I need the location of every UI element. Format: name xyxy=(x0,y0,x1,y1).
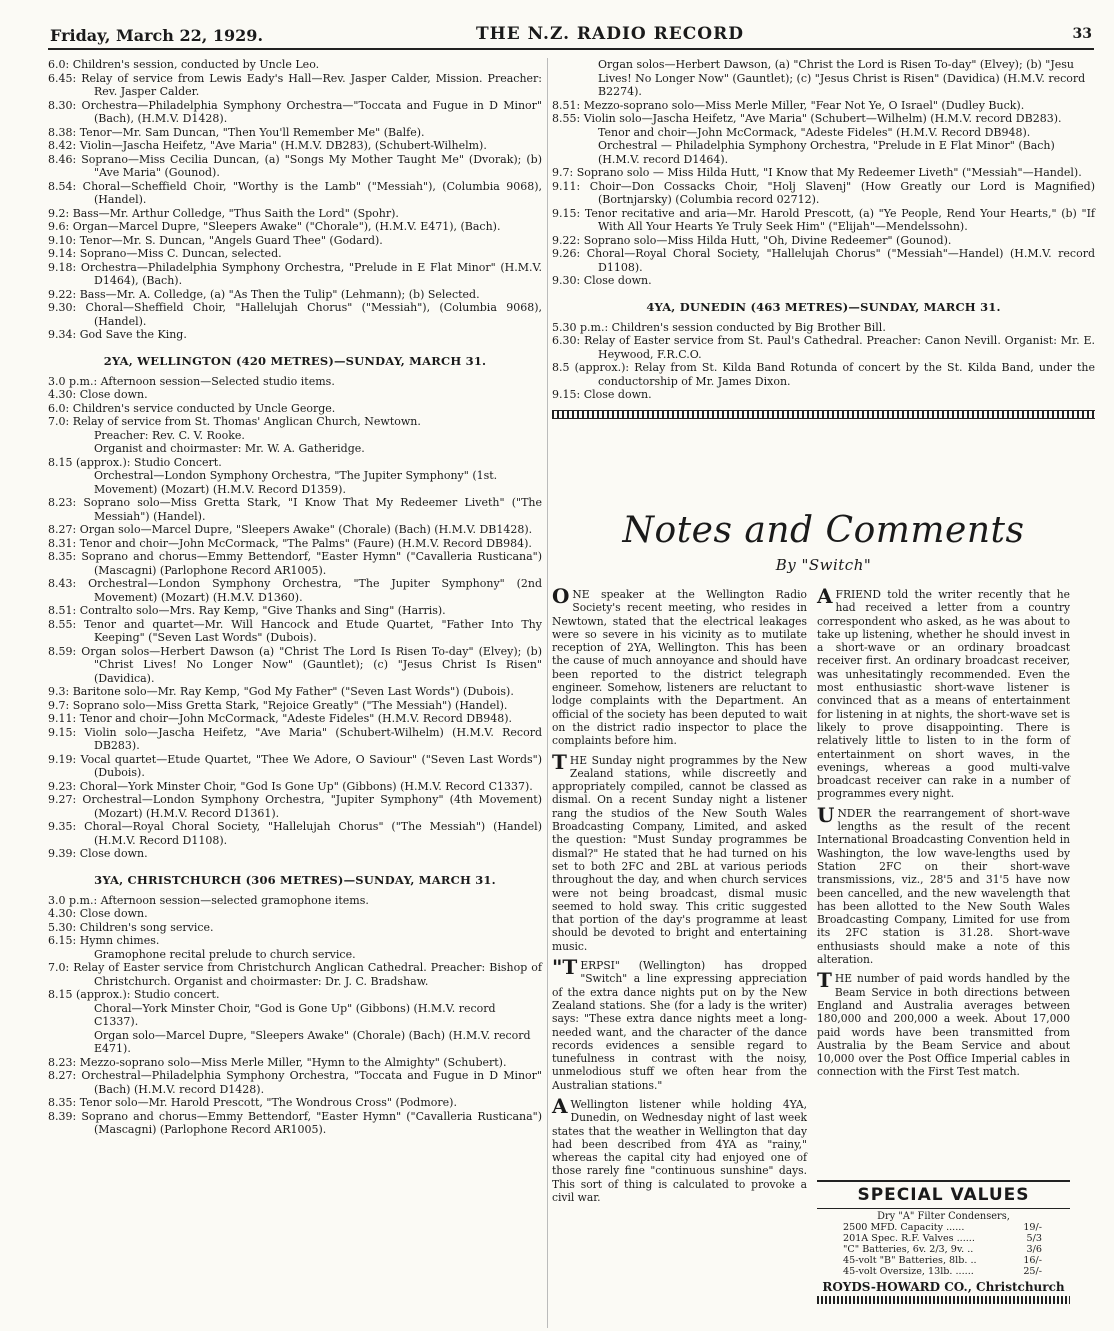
programme-text: Violin solo—Jascha Heifetz, "Ave Maria" (Schubert-Wilhelm) (H.M.V. Record DB283). xyxy=(84,725,543,752)
notes-column-1 xyxy=(552,584,807,1210)
ad-price-list xyxy=(817,1222,1070,1277)
drop-cap: "T xyxy=(552,955,578,980)
notes-paragraph xyxy=(817,584,1070,801)
programme-item xyxy=(48,153,542,180)
programme-item xyxy=(552,334,1095,361)
ad-price-row xyxy=(817,1255,1070,1266)
ad-item-price: 16/- xyxy=(1023,1255,1042,1266)
notes-paragraph xyxy=(817,968,1070,1079)
programme-time: 8.15 xyxy=(48,988,73,1001)
programme-item xyxy=(48,469,542,496)
programme-item xyxy=(48,604,542,618)
programme-item xyxy=(48,894,542,908)
programme-text: Choral—Sheffield Choir, "Hallelujah Chorus" ("Messiah"), (Columbia 9068), (Handel). xyxy=(85,301,542,328)
notes-paragraph xyxy=(817,802,1070,967)
programme-text: Relay of service from Lewis Eady's Hall—Rev. Jasper Calder, Mission. Preacher: Rev. Jasper Calder. xyxy=(81,71,543,98)
programme-text: Soprano and chorus—Emmy Bettendorf, "Easter Hymn" ("Cavalleria Rusticana") (Mascagni) (Parlophone Record AR1005). xyxy=(81,1109,542,1136)
programme-text: Close down. xyxy=(79,907,148,920)
programme-text: Choral—York Minster Choir, "God is Gone Up" (Gibbons) (H.M.V. record C1337). xyxy=(94,1001,496,1028)
programme-item xyxy=(552,58,1095,99)
programme-time: 9.19: xyxy=(48,752,77,766)
programme-text: Afternoon session—Selected studio items. xyxy=(100,374,335,388)
ad-item-name: 201A Spec. R.F. Valves ...... xyxy=(843,1233,975,1244)
programme-text: Orchestra—Philadelphia Symphony Orchestra, "Prelude in E Flat Minor" (H.M.V. D1464), (Bach). xyxy=(80,260,543,287)
programme-time: 3.0 p.m.: xyxy=(48,374,98,388)
programme-item xyxy=(48,328,542,342)
1ya-programme-continued xyxy=(48,58,542,342)
programme-item xyxy=(48,456,542,470)
programme-item xyxy=(48,207,542,221)
programme-time: 9.10: xyxy=(48,233,77,247)
programme-item xyxy=(48,820,542,847)
programme-item xyxy=(48,429,542,443)
notes-paragraph xyxy=(552,1093,807,1205)
ad-item-name: 45-volt Oversize, 13lb. ...... xyxy=(843,1266,974,1277)
programme-time: 8.31: xyxy=(48,536,77,550)
section-heading-2ya: 2YA, WELLINGTON (420 METRES)—SUNDAY, MARCH 31. xyxy=(103,353,487,368)
programme-item xyxy=(48,139,542,153)
programme-text: Children's session conducted by Big Brother Bill. xyxy=(611,320,886,334)
programme-time: 7.0: xyxy=(48,961,70,974)
programme-item xyxy=(552,274,1095,288)
programme-text: Mezzo-soprano solo—Miss Merle Miller, "Fear Not Ye, O Israel" (Dudley Buck). xyxy=(583,98,1025,112)
programme-time: 8.23: xyxy=(48,1055,77,1069)
programme-text: Tenor recitative and aria—Mr. Harold Prescott, (a) "Ye People, Rend Your Hearts," (b) "If With All Your Hearts Ye Truly Seek Him" ("Elijah"—Mendelssohn). xyxy=(584,206,1095,233)
programme-time: 9.34: xyxy=(48,328,77,341)
programme-text: Orchestral — Philadelphia Symphony Orchestra, "Prelude in E Flat Minor" (Bach) (H.M.V. record D1464). xyxy=(598,139,1055,166)
programme-item xyxy=(552,166,1095,180)
notes-byline: By "Switch" xyxy=(775,556,872,574)
programme-time: 8.43: xyxy=(48,577,77,590)
programme-text: Organ solos—Herbert Dawson (a) "Christ The Lord Is Risen To-day" (Elvey); (b) "Christ Lives! No Longer Now" (Gauntlet); (c) "Jesus Christ Is Risen" (Davidica). xyxy=(81,644,543,685)
programme-item xyxy=(48,618,542,645)
programme-time: 8.35: xyxy=(48,1096,77,1109)
programme-time: 4.30: xyxy=(48,388,77,401)
programme-time: 5.30 p.m.: xyxy=(552,320,609,334)
programme-text: Organ solo—Marcel Dupre, "Sleepers Awake" (Chorale) (Bach) (H.M.V. record E471). xyxy=(94,1028,531,1055)
programme-item xyxy=(48,726,542,753)
programme-text: Soprano and chorus—Emmy Bettendorf, "Easter Hymn" ("Cavalleria Rusticana") (Mascagni) (Parlophone Record AR1005). xyxy=(81,550,542,577)
programme-time: 9.2: xyxy=(48,206,70,220)
programme-item xyxy=(48,402,542,416)
programme-item xyxy=(48,645,542,686)
programme-text: Hymn chimes. xyxy=(79,934,160,947)
programme-text: Orchestral—Philadelphia Symphony Orchestra, "Toccata and Fugue in D Minor" (Bach) (H.M.V. record D1428). xyxy=(81,1069,542,1096)
programme-time: 9.30: xyxy=(48,301,77,314)
ad-bottom-rule xyxy=(817,1296,1070,1304)
programme-item xyxy=(48,99,542,126)
programme-item xyxy=(552,388,1095,402)
programme-time: 9.18: xyxy=(48,260,77,274)
programme-text: Relay of service from St. Thomas' Anglican Church, Newtown. xyxy=(72,415,421,428)
programme-item xyxy=(48,1056,542,1070)
programme-time: 4.30: xyxy=(48,907,77,920)
programme-text: Choral—Royal Choral Society, "Hallelujah Chorus" ("Messiah"—Handel) (H.M.V. record D1108). xyxy=(586,247,1095,274)
drop-cap: A xyxy=(552,1093,568,1118)
programme-text: Soprano solo—Miss Gretta Stark, "Rejoice Greatly" ("The Messiah") (Handel). xyxy=(72,698,508,712)
programme-time: 6.0: xyxy=(48,401,70,415)
programme-text: Organ solos—Herbert Dawson, (a) "Christ the Lord is Risen To-day" (Elvey); (b) "Jesu Lives! No Longer Now" (Gauntlet); (c) "Jesus Christ is Risen" (Davidica) (H.M.V. record B2274). xyxy=(598,58,1086,98)
programme-text: Choir—Don Cossacks Choir, "Holj Slavenj" (How Greatly our Lord is Magnified) (Bortnjarsky) (Columbia record 02712). xyxy=(589,179,1095,206)
paragraph-text: FRIEND told the writer recently that he had received a letter from a country correspondent who asked, as he was about to take up listening, whether he should invest in a short-wave or an ordinary broadcast receiver first. An ordinary broadcast receiver, was unhesitatingly recommended. Even the most enthusiastic short-wave listener is convinced that as a means of entertainment for listening in at nights, the short-wave set is likely to prove disappointing. There is relatively little to listen to in the form of entertainment on short waves, in the evenings, whereas a good multi-valve broadcast receiver can rake in a number of programmes every night. xyxy=(817,588,1070,801)
programme-time: 9.11: xyxy=(48,712,77,725)
programme-text: Afternoon session—selected gramophone items. xyxy=(100,893,369,907)
programme-item xyxy=(48,1002,542,1029)
programme-time: 6.15: xyxy=(48,934,77,947)
programme-text: Children's session, conducted by Uncle Leo. xyxy=(72,58,320,71)
programme-text: Tenor solo—Mr. Harold Prescott, "The Wondrous Cross" (Podmore). xyxy=(79,1096,457,1109)
notes-paragraph xyxy=(552,955,807,1092)
programme-text: Tenor—Mr. S. Duncan, "Angels Guard Thee" (Godard). xyxy=(79,233,383,247)
ad-item-name: 45-volt "B" Batteries, 8lb. .. xyxy=(843,1255,977,1266)
programme-text: Orchestral—London Symphony Orchestra, "The Jupiter Symphony" (2nd Movement) (Mozart) (H.M.V. D1360). xyxy=(88,577,543,604)
programme-text: Bass—Mr. Arthur Colledge, "Thus Saith the Lord" (Spohr). xyxy=(72,206,399,220)
programme-item xyxy=(48,58,542,72)
programme-text: (approx.): Studio concert. xyxy=(76,988,220,1001)
programme-item xyxy=(48,180,542,207)
ad-company: ROYDS-HOWARD CO., Christchurch xyxy=(822,1280,1065,1294)
page-number: 33 xyxy=(1072,26,1092,42)
drop-cap: T xyxy=(817,968,832,993)
programme-item xyxy=(48,948,542,962)
programme-time: 9.39: xyxy=(48,847,77,860)
programme-text: (approx.): Relay from St. Kilda Band Rotunda of concert by the St. Kilda Band, under the conductorship of Mr. James Dixon. xyxy=(574,361,1095,388)
programme-text: Tenor and choir—John McCormack, "The Palms" (Faure) (H.M.V. Record DB984). xyxy=(79,536,532,550)
programme-text: (approx.): Studio Concert. xyxy=(76,455,222,469)
programme-item xyxy=(48,847,542,861)
programme-time: 9.30: xyxy=(552,274,581,287)
paragraph-text: NDER the rearrangement of short-wave lengths as the result of the recent International Broadcasting Convention held in Washington, the low wave-lengths used by Station 2FC on their short-wave transmissions, viz., 28'5 and 31'5 have now been cancelled, and the new wavelength that has been allotted to the New South Wales Broadcasting Company, Limited for use from its 2FC station is 31.28. Short-wave enthusiasts should make a note of this alteration. xyxy=(817,806,1070,967)
programme-item xyxy=(48,234,542,248)
3ya-programme-continued xyxy=(552,58,1095,288)
programme-time: 6.30: xyxy=(552,334,581,347)
ad-price-row xyxy=(817,1266,1070,1277)
programme-item xyxy=(48,523,542,537)
programme-time: 9.3: xyxy=(48,685,70,698)
programme-text: Orchestral—London Symphony Orchestra, "The Jupiter Symphony" (1st. Movement) (Mozart) (H.M.V. Record D1359). xyxy=(94,469,498,496)
2ya-programme xyxy=(48,375,542,861)
programme-text: Children's service conducted by Uncle George. xyxy=(72,401,336,415)
programme-text: Relay of Easter service from Christchurch Anglican Cathedral. Preacher: Bishop of Christchurch. Organist and choirmaster: Dr. J. C. Bradshaw. xyxy=(73,961,542,988)
special-values-ad xyxy=(817,1180,1070,1304)
programme-time: 8.55: xyxy=(48,617,77,631)
programme-item xyxy=(48,577,542,604)
programme-text: Soprano solo—Miss Gretta Stark, "I Know That My Redeemer Liveth" ("The Messiah") (Handel). xyxy=(83,496,543,523)
programme-time: 5.30: xyxy=(48,920,77,934)
programme-text: Violin—Jascha Heifetz, "Ave Maria" (H.M.V. DB283), (Schubert-Wilhelm). xyxy=(79,139,487,152)
ad-item-price: 5/3 xyxy=(1026,1233,1042,1244)
programme-time: 8.38: xyxy=(48,125,77,139)
programme-item xyxy=(48,220,542,234)
programme-text: Soprano solo—Miss Hilda Hutt, "Oh, Divine Redeemer" (Gounod). xyxy=(583,233,952,247)
notes-title: Notes and Comments xyxy=(622,510,1025,551)
programme-item xyxy=(48,921,542,935)
programme-item xyxy=(48,72,542,99)
programme-time: 8.27: xyxy=(48,1069,77,1082)
4ya-programme xyxy=(552,321,1095,402)
programme-item xyxy=(48,415,542,429)
ad-price-row xyxy=(817,1244,1070,1255)
page-header xyxy=(48,22,1094,50)
programme-time: 8.46: xyxy=(48,152,77,166)
programme-item xyxy=(48,388,542,402)
programme-item xyxy=(552,99,1095,113)
programme-item xyxy=(48,934,542,948)
programme-text: Tenor—Mr. Sam Duncan, "Then You'll Remember Me" (Balfe). xyxy=(79,125,425,139)
programme-item xyxy=(48,1096,542,1110)
programme-item xyxy=(48,261,542,288)
programme-time: 8.42: xyxy=(48,139,77,152)
programme-item xyxy=(48,961,542,988)
programme-time: 9.26: xyxy=(552,247,581,260)
paragraph-text: HE number of paid words handled by the Beam Service in both directions between England and Australia averages between 180,000 and 200,000 a week. About 17,000 paid words have been transmitted from Australia by the Beam Service and about 10,000 over the Post Office Imperial cables in connection with the First Test match. xyxy=(817,972,1070,1079)
programme-time: 6.45: xyxy=(48,71,77,85)
programme-text: Tenor and choir—John McCormack, "Adeste Fideles" (H.M.V. Record DB948). xyxy=(79,712,512,725)
programme-text: Close down. xyxy=(79,388,148,401)
programme-text: Soprano solo — Miss Hilda Hutt, "I Know that My Redeemer Liveth" ("Messiah"—Handel). xyxy=(576,166,1082,179)
section-heading-3ya: 3YA, CHRISTCHURCH (306 METRES)—SUNDAY, MARCH 31. xyxy=(94,872,496,887)
ad-item-price: 3/6 xyxy=(1026,1244,1042,1255)
programme-time: 9.22: xyxy=(48,287,77,301)
ad-price-row xyxy=(817,1233,1070,1244)
ad-subtitle: Dry "A" Filter Condensers, xyxy=(877,1211,1010,1222)
programme-item xyxy=(552,247,1095,274)
programme-time: 9.11: xyxy=(552,179,581,193)
ad-item-price: 19/- xyxy=(1023,1222,1042,1233)
drop-cap: U xyxy=(817,802,835,827)
programme-item xyxy=(48,988,542,1002)
programme-item xyxy=(552,234,1095,248)
programme-time: 9.35: xyxy=(48,820,77,833)
drop-cap: T xyxy=(552,749,567,774)
programme-item xyxy=(552,139,1095,166)
ad-price-row xyxy=(817,1222,1070,1233)
programme-item xyxy=(48,247,542,261)
right-column xyxy=(552,58,1095,419)
programme-text: Baritone solo—Mr. Ray Kemp, "God My Father" ("Seven Last Words") (Dubois). xyxy=(72,685,514,698)
programme-text: Mezzo-soprano solo—Miss Merle Miller, "Hymn to the Almighty" (Schubert). xyxy=(79,1055,507,1069)
programme-item xyxy=(48,685,542,699)
programme-time: 8.35: xyxy=(48,550,77,563)
programme-time: 8.30: xyxy=(48,98,77,112)
programme-text: Relay of Easter service from St. Paul's Cathedral. Preacher: Canon Nevill. Organist: Mr. E. Heywood, F.R.C.O. xyxy=(584,334,1095,361)
programme-text: Contralto solo—Mrs. Ray Kemp, "Give Thanks and Sing" (Harris). xyxy=(79,604,446,617)
section-divider-rule xyxy=(552,410,1095,419)
programme-item xyxy=(552,112,1095,126)
programme-time: 9.15: xyxy=(552,206,581,220)
programme-time: 9.14: xyxy=(48,247,77,260)
programme-time: 9.22: xyxy=(552,233,581,247)
programme-item xyxy=(48,712,542,726)
programme-text: God Save the King. xyxy=(79,328,187,341)
drop-cap: O xyxy=(552,584,570,608)
section-heading-4ya: 4YA, DUNEDIN (463 METRES)—SUNDAY, MARCH 31. xyxy=(646,299,1001,314)
programme-time: 7.0: xyxy=(48,415,70,428)
programme-item xyxy=(48,753,542,780)
programme-text: Preacher: Rev. C. V. Rooke. xyxy=(94,428,245,442)
programme-time: 8.5 xyxy=(552,361,570,374)
drop-cap: A xyxy=(817,584,833,608)
programme-time: 9.15: xyxy=(48,725,77,739)
programme-text: Vocal quartet—Etude Quartet, "Thee We Adore, O Saviour" ("Seven Last Words") (Dubois). xyxy=(80,752,542,779)
programme-text: Choral—Royal Choral Society, "Hallelujah Chorus" ("The Messiah") (Handel) (H.M.V. Record D1108). xyxy=(84,820,542,847)
programme-text: Orchestra—Philadelphia Symphony Orchestra—"Toccata and Fugue in D Minor" (Bach), (H.M.V. D1428). xyxy=(81,98,542,125)
issue-date: Friday, March 22, 1929. xyxy=(50,26,264,45)
programme-time: 9.15: xyxy=(552,388,581,401)
programme-text: Tenor and quartet—Mr. Will Hancock and Etude Quartet, "Father Into Thy Keeping" ("Seven Last Words" (Dubois). xyxy=(84,617,542,644)
programme-time: 8.23: xyxy=(48,496,77,509)
programme-time: 8.51: xyxy=(552,98,581,112)
programme-text: Close down. xyxy=(583,388,652,401)
programme-time: 6.0: xyxy=(48,58,70,71)
programme-text: Choral—York Minster Choir, "God Is Gone Up" (Gibbons) (H.M.V. Record C1337). xyxy=(79,779,533,793)
programme-time: 8.59: xyxy=(48,644,77,658)
programme-time: 8.39: xyxy=(48,1109,77,1123)
paragraph-text: HE Sunday night programmes by the New Zealand stations, while discreetly and appropriately compiled, cannot be classed as dismal. On a recent Sunday night a listener rang the studios of the New South Wales Broadcasting Company, Limited, and asked the question: "Must Sunday programmes be dismal?" He stated that he had turned on his set to both 2FC and 2BL at various periods throughout the day, and when church services were not being broadcast, dismal music seemed to hold sway. This critic suggested that portion of the day's programme at least should be devoted to bright and entertaining music. xyxy=(552,753,807,953)
programme-text: Organ solo—Marcel Dupre, "Sleepers Awake" (Chorale) (Bach) (H.M.V. DB1428). xyxy=(79,523,533,536)
left-column xyxy=(48,58,542,1137)
programme-text: Soprano—Miss Cecilia Duncan, (a) "Songs My Mother Taught Me" (Dvorak); (b) "Ave Maria" (Gounod). xyxy=(81,152,543,179)
programme-text: Organ—Marcel Dupre, "Sleepers Awake" ("Chorale"), (H.M.V. E471), (Bach). xyxy=(72,220,501,233)
programme-text: Gramophone recital prelude to church service. xyxy=(94,947,356,961)
programme-text: Bass—Mr. A. Colledge, (a) "As Then the Tulip" (Lehmann); (b) Selected. xyxy=(79,287,480,301)
programme-text: Close down. xyxy=(79,847,148,860)
programme-text: Close down. xyxy=(583,274,652,287)
ad-item-price: 25/- xyxy=(1023,1266,1042,1277)
notes-paragraph xyxy=(552,749,807,953)
programme-item xyxy=(552,207,1095,234)
ad-title: SPECIAL VALUES xyxy=(817,1180,1070,1209)
programme-text: Choral—Scheffield Choir, "Worthy is the Lamb" ("Messiah"), (Columbia 9068), (Handel). xyxy=(82,179,543,206)
programme-item xyxy=(48,550,542,577)
programme-text: Organist and choirmaster: Mr. W. A. Gatheridge. xyxy=(94,442,365,455)
programme-item xyxy=(48,1069,542,1096)
programme-time: 9.6: xyxy=(48,220,70,233)
programme-item xyxy=(48,1029,542,1056)
programme-time: 8.54: xyxy=(48,179,77,193)
programme-item xyxy=(48,375,542,389)
programme-item xyxy=(48,537,542,551)
3ya-programme xyxy=(48,894,542,1137)
programme-item xyxy=(48,496,542,523)
programme-item xyxy=(48,1110,542,1137)
publication-title: THE N.Z. RADIO RECORD xyxy=(476,24,744,44)
programme-time: 8.55: xyxy=(552,112,581,125)
programme-text: Soprano—Miss C. Duncan, selected. xyxy=(79,247,282,260)
programme-item xyxy=(48,126,542,140)
programme-item xyxy=(48,907,542,921)
programme-time: 8.51: xyxy=(48,604,77,617)
programme-time: 9.27: xyxy=(48,793,77,806)
programme-time: 9.23: xyxy=(48,779,77,793)
programme-text: Violin solo—Jascha Heifetz, "Ave Maria" (Schubert—Wilhelm) (H.M.V. record DB283). xyxy=(583,112,1062,125)
programme-item xyxy=(48,288,542,302)
paragraph-text: Wellington listener while holding 4YA, Dunedin, on Wednesday night of last week states that the weather in Wellington that day had been described from 4YA as "rainy," whereas the capital city had enjoyed one of those rarely fine "continuous sunshine" days. This sort of thing is calculated to provoke a civil war. xyxy=(552,1097,807,1205)
column-divider xyxy=(547,58,548,1328)
programme-item xyxy=(552,321,1095,335)
programme-time: 9.7: xyxy=(552,166,574,179)
programme-time: 8.15 xyxy=(48,455,73,469)
programme-item xyxy=(48,442,542,456)
programme-time: 9.7: xyxy=(48,698,70,712)
programme-time: 3.0 p.m.: xyxy=(48,893,98,907)
notes-paragraph xyxy=(552,584,807,748)
paragraph-text: ERPSI" (Wellington) has dropped "Switch" a line expressing appreciation of the extra dance nights put on by the New Zealand stations. She (for a lady is the writer) says: "These extra dance nights meet a long-needed want, and the character of the dance records evidences a sensible regard to tunefulness in contrast with the noisy, unmelodious stuff we often hear from the Australian stations." xyxy=(552,959,807,1092)
programme-time: 8.27: xyxy=(48,523,77,536)
programme-item xyxy=(552,126,1095,140)
paragraph-text: NE speaker at the Wellington Radio Society's recent meeting, who resides in Newtown, stated that the electrical leakages were so severe in his vicinity as to mutilate reception of 2YA, Wellington. This has been the cause of much annoyance and should have been reported to the district telegraph engineer. Somehow, listeners are reluctant to lodge complaints with the Department. An official of the society has been deputed to wait on the district radio inspector to place the complaints before him. xyxy=(552,588,807,748)
programme-item xyxy=(552,180,1095,207)
programme-item xyxy=(48,780,542,794)
ad-item-name: "C" Batteries, 6v. 2/3, 9v. .. xyxy=(843,1244,974,1255)
programme-text: Children's song service. xyxy=(79,920,214,934)
programme-text: Tenor and choir—John McCormack, "Adeste Fideles" (H.M.V. Record DB948). xyxy=(598,125,1031,139)
notes-column-2 xyxy=(817,584,1070,1085)
programme-item xyxy=(48,793,542,820)
programme-item xyxy=(552,361,1095,388)
programme-item xyxy=(48,699,542,713)
programme-text: Orchestral—London Symphony Orchestra, "Jupiter Symphony" (4th Movement) (Mozart) (H.M.V. Record D1361). xyxy=(82,793,543,820)
ad-item-name: 2500 MFD. Capacity ...... xyxy=(843,1222,965,1233)
programme-item xyxy=(48,301,542,328)
